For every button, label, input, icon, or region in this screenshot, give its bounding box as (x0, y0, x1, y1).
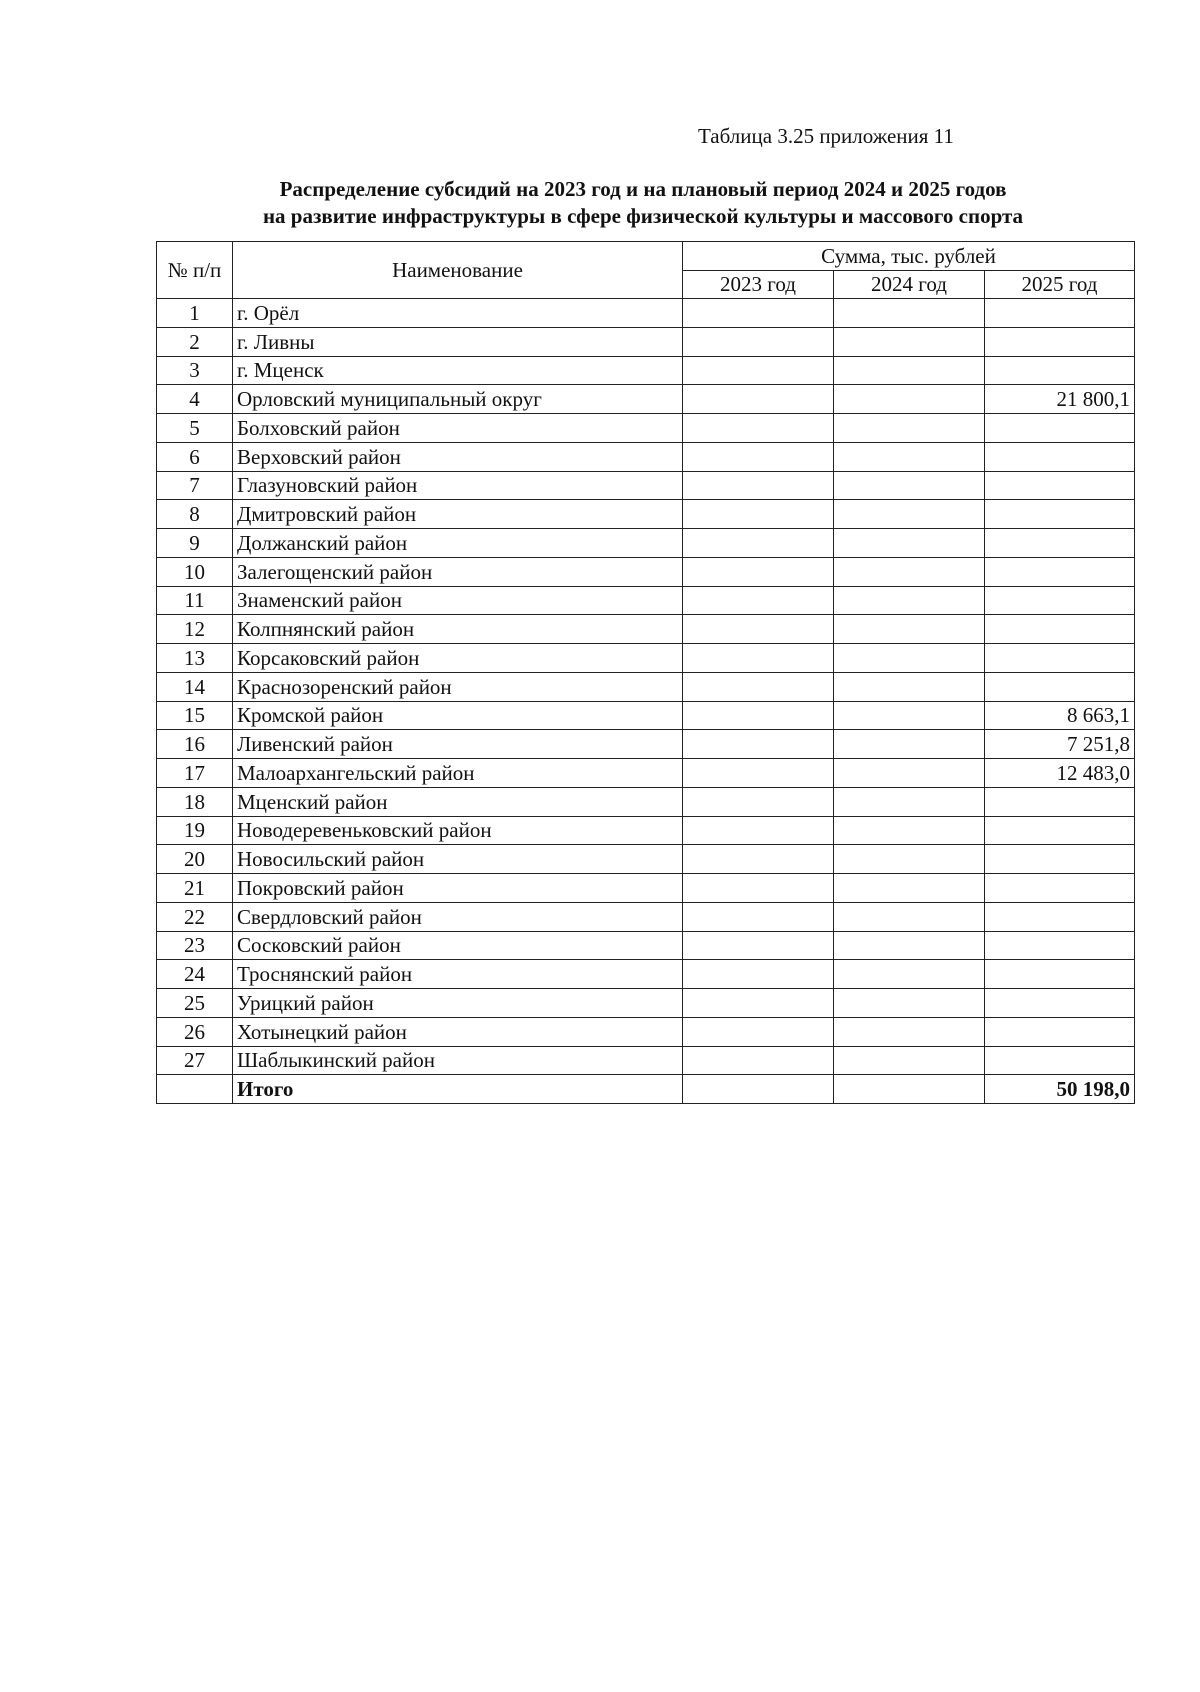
row-value-2024 (834, 442, 985, 471)
total-number (157, 1075, 233, 1104)
row-value-2023 (683, 1046, 834, 1075)
row-name: Хотынецкий район (233, 1017, 683, 1046)
document-title (150, 176, 1136, 230)
row-number: 19 (157, 816, 233, 845)
row-value-2024 (834, 327, 985, 356)
row-name: Малоархангельский район (233, 759, 683, 788)
header-2025: 2025 год (985, 270, 1135, 299)
row-value-2025 (985, 1017, 1135, 1046)
row-name: Знаменский район (233, 586, 683, 615)
total-value-2024 (834, 1075, 985, 1104)
row-number: 26 (157, 1017, 233, 1046)
row-value-2025 (985, 787, 1135, 816)
row-value-2023 (683, 557, 834, 586)
row-value-2024 (834, 874, 985, 903)
row-name: Глазуновский район (233, 471, 683, 500)
table-row (157, 989, 1135, 1018)
row-name: Краснозоренский район (233, 672, 683, 701)
row-value-2023 (683, 356, 834, 385)
row-name: Шаблыкинский район (233, 1046, 683, 1075)
row-number: 7 (157, 471, 233, 500)
table-row (157, 960, 1135, 989)
row-value-2025 (985, 442, 1135, 471)
row-value-2023 (683, 327, 834, 356)
row-value-2025 (985, 902, 1135, 931)
header-2023: 2023 год (683, 270, 834, 299)
row-value-2025: 21 800,1 (985, 385, 1135, 414)
row-number: 20 (157, 845, 233, 874)
row-value-2023 (683, 1017, 834, 1046)
row-name: Кромской район (233, 701, 683, 730)
row-value-2023 (683, 960, 834, 989)
table-row (157, 529, 1135, 558)
row-value-2025 (985, 644, 1135, 673)
table-row (157, 299, 1135, 328)
row-value-2025 (985, 471, 1135, 500)
row-number: 4 (157, 385, 233, 414)
row-value-2024 (834, 787, 985, 816)
row-value-2024 (834, 356, 985, 385)
row-value-2023 (683, 586, 834, 615)
row-value-2025 (985, 356, 1135, 385)
table-row (157, 931, 1135, 960)
row-value-2023 (683, 874, 834, 903)
total-value-2023 (683, 1075, 834, 1104)
row-number: 10 (157, 557, 233, 586)
row-number: 17 (157, 759, 233, 788)
row-number: 23 (157, 931, 233, 960)
header-2024: 2024 год (834, 270, 985, 299)
table-row (157, 414, 1135, 443)
table-row (157, 615, 1135, 644)
total-row (157, 1075, 1135, 1104)
table-row (157, 356, 1135, 385)
row-value-2024 (834, 1017, 985, 1046)
row-name: Залегощенский район (233, 557, 683, 586)
row-value-2024 (834, 471, 985, 500)
row-value-2023 (683, 500, 834, 529)
row-number: 14 (157, 672, 233, 701)
row-value-2024 (834, 644, 985, 673)
row-name: Орловский муниципальный округ (233, 385, 683, 414)
row-number: 18 (157, 787, 233, 816)
row-number: 2 (157, 327, 233, 356)
row-value-2024 (834, 615, 985, 644)
row-value-2023 (683, 989, 834, 1018)
row-value-2025 (985, 529, 1135, 558)
row-number: 1 (157, 299, 233, 328)
table-row (157, 557, 1135, 586)
row-value-2025 (985, 1046, 1135, 1075)
table-row (157, 874, 1135, 903)
row-value-2023 (683, 529, 834, 558)
row-value-2024 (834, 672, 985, 701)
row-number: 3 (157, 356, 233, 385)
table-row (157, 672, 1135, 701)
table-row (157, 1046, 1135, 1075)
table-row (157, 845, 1135, 874)
row-value-2023 (683, 931, 834, 960)
row-name: Корсаковский район (233, 644, 683, 673)
row-value-2024 (834, 845, 985, 874)
row-value-2025 (985, 615, 1135, 644)
row-value-2025 (985, 299, 1135, 328)
table-row (157, 730, 1135, 759)
row-value-2024 (834, 529, 985, 558)
row-value-2024 (834, 701, 985, 730)
row-value-2023 (683, 787, 834, 816)
header-name: Наименование (233, 242, 683, 299)
row-value-2023 (683, 442, 834, 471)
row-name: Мценский район (233, 787, 683, 816)
row-value-2023 (683, 644, 834, 673)
row-name: Дмитровский район (233, 500, 683, 529)
row-value-2024 (834, 557, 985, 586)
row-name: Свердловский район (233, 902, 683, 931)
row-name: Покровский район (233, 874, 683, 903)
row-value-2025 (985, 931, 1135, 960)
table-row (157, 644, 1135, 673)
header-sum: Сумма, тыс. рублей (683, 242, 1135, 271)
row-value-2024 (834, 1046, 985, 1075)
row-value-2023 (683, 672, 834, 701)
row-value-2024 (834, 902, 985, 931)
row-value-2024 (834, 500, 985, 529)
row-value-2023 (683, 759, 834, 788)
row-name: Ливенский район (233, 730, 683, 759)
total-value-2025: 50 198,0 (985, 1075, 1135, 1104)
row-value-2025 (985, 557, 1135, 586)
total-name: Итого (233, 1075, 683, 1104)
table-row (157, 500, 1135, 529)
row-value-2023 (683, 615, 834, 644)
row-value-2025 (985, 414, 1135, 443)
row-value-2023 (683, 414, 834, 443)
row-number: 13 (157, 644, 233, 673)
row-value-2024 (834, 759, 985, 788)
row-value-2024 (834, 299, 985, 328)
row-value-2024 (834, 414, 985, 443)
row-name: Верховский район (233, 442, 683, 471)
row-value-2025: 7 251,8 (985, 730, 1135, 759)
row-number: 21 (157, 874, 233, 903)
row-value-2023 (683, 299, 834, 328)
row-value-2024 (834, 816, 985, 845)
row-value-2025 (985, 672, 1135, 701)
row-value-2023 (683, 385, 834, 414)
row-name: Новосильский район (233, 845, 683, 874)
row-value-2023 (683, 730, 834, 759)
table-row (157, 385, 1135, 414)
row-name: Троснянский район (233, 960, 683, 989)
row-name: г. Мценск (233, 356, 683, 385)
row-name: Болховский район (233, 414, 683, 443)
table-row (157, 442, 1135, 471)
table-row (157, 586, 1135, 615)
row-number: 16 (157, 730, 233, 759)
row-number: 27 (157, 1046, 233, 1075)
row-number: 11 (157, 586, 233, 615)
table-row (157, 759, 1135, 788)
header-number: № п/п (157, 242, 233, 299)
table-body (157, 299, 1135, 1104)
row-value-2025: 12 483,0 (985, 759, 1135, 788)
row-number: 24 (157, 960, 233, 989)
table-row (157, 816, 1135, 845)
table-row (157, 327, 1135, 356)
row-value-2023 (683, 701, 834, 730)
row-number: 5 (157, 414, 233, 443)
table-row (157, 1017, 1135, 1046)
table-reference: Таблица 3.25 приложения 11 (698, 124, 954, 148)
subsidy-table (156, 241, 1135, 1104)
row-value-2024 (834, 385, 985, 414)
row-name: г. Ливны (233, 327, 683, 356)
row-number: 12 (157, 615, 233, 644)
table-row (157, 787, 1135, 816)
row-number: 25 (157, 989, 233, 1018)
row-value-2025 (985, 845, 1135, 874)
row-number: 8 (157, 500, 233, 529)
row-name: г. Орёл (233, 299, 683, 328)
row-value-2025 (985, 960, 1135, 989)
row-value-2025 (985, 500, 1135, 529)
row-value-2024 (834, 989, 985, 1018)
row-value-2025 (985, 327, 1135, 356)
row-value-2023 (683, 816, 834, 845)
row-value-2023 (683, 845, 834, 874)
row-number: 22 (157, 902, 233, 931)
row-number: 15 (157, 701, 233, 730)
table-row (157, 902, 1135, 931)
row-number: 6 (157, 442, 233, 471)
row-name: Колпнянский район (233, 615, 683, 644)
table-row (157, 471, 1135, 500)
row-name: Сосковский район (233, 931, 683, 960)
row-name: Новодеревеньковский район (233, 816, 683, 845)
row-value-2025 (985, 874, 1135, 903)
row-name: Должанский район (233, 529, 683, 558)
row-value-2024 (834, 730, 985, 759)
row-value-2025: 8 663,1 (985, 701, 1135, 730)
row-value-2025 (985, 586, 1135, 615)
title-line-2: на развитие инфраструктуры в сфере физической культуры и массового спорта (262, 204, 1024, 228)
row-value-2025 (985, 816, 1135, 845)
title-line-1: Распределение субсидий на 2023 год и на плановый период 2024 и 2025 годов (279, 177, 1007, 201)
row-value-2023 (683, 471, 834, 500)
row-value-2025 (985, 989, 1135, 1018)
row-name: Урицкий район (233, 989, 683, 1018)
row-value-2024 (834, 931, 985, 960)
row-value-2023 (683, 902, 834, 931)
row-value-2024 (834, 960, 985, 989)
table-row (157, 701, 1135, 730)
row-number: 9 (157, 529, 233, 558)
row-value-2024 (834, 586, 985, 615)
